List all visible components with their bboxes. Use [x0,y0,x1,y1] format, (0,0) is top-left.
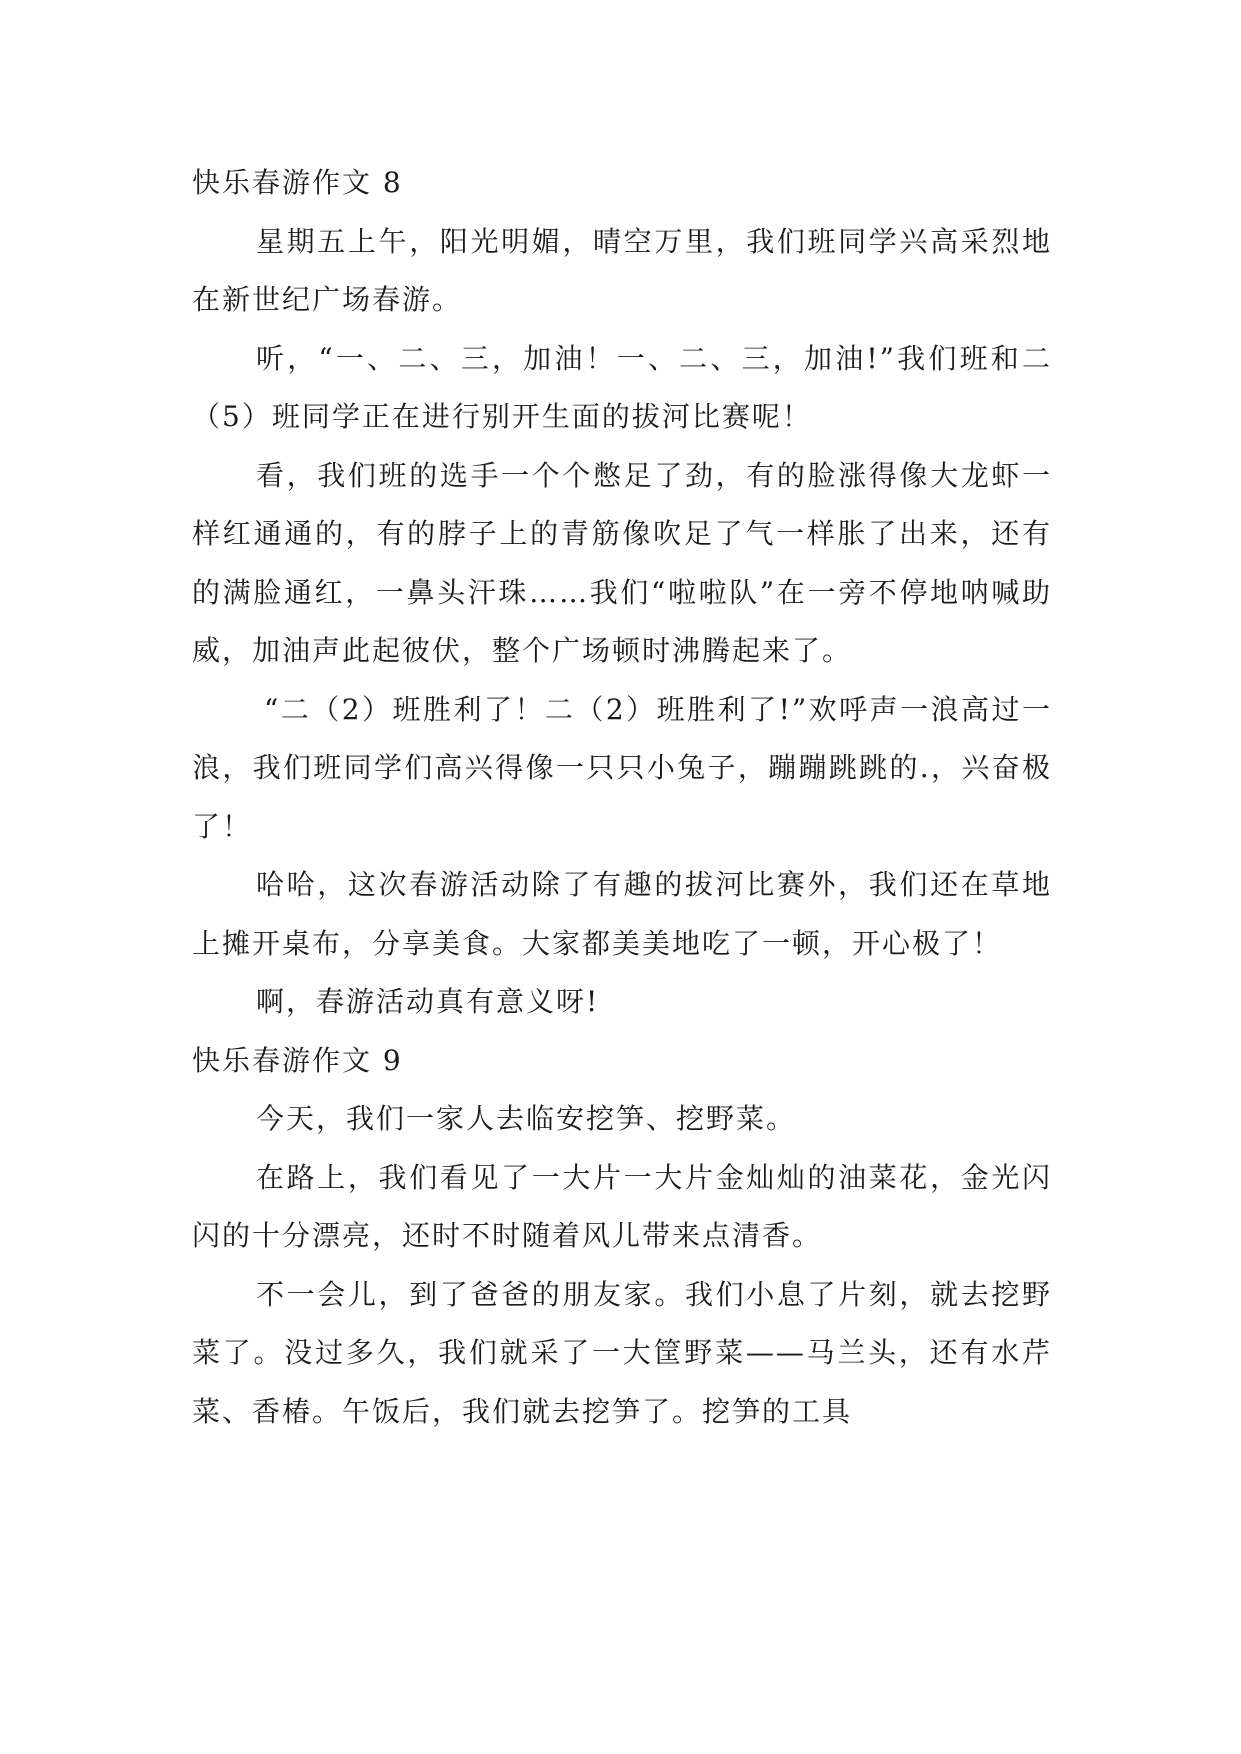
paragraph: 在路上，我们看见了一大片一大片金灿灿的油菜花，金光闪闪的十分漂亮，还时不时随着风儿带来点清香。 [192,1160,1052,1252]
paragraph: 听，“一、二、三，加油！一、二、三，加油!”我们班和二（5）班同学正在进行别开生面的拔河比赛呢！ [192,341,1052,433]
document-body [192,154,1052,1441]
paragraph: 看，我们班的选手一个个憋足了劲，有的脸涨得像大龙虾一样红通通的，有的脖子上的青筋像吹足了气一样胀了出来，还有的满脸通红，一鼻头汗珠……我们“啦啦队”在一旁不停地呐喊助威，加油声此起彼伏，整个广场顿时沸腾起来了。 [192,458,1052,667]
paragraph: 星期五上午，阳光明媚，晴空万里，我们班同学兴高采烈地在新世纪广场春游。 [192,224,1052,316]
section-title: 快乐春游作文 9 [192,1043,403,1077]
paragraph: 啊，春游活动真有意义呀! [256,985,600,1018]
paragraph: 不一会儿，到了爸爸的朋友家。我们小息了片刻，就去挖野菜了。没过多久，我们就采了一大筐野菜——马兰头，还有水芹菜、香椿。午饭后，我们就去挖笋了。挖笋的工具 [192,1277,1052,1428]
paragraph: 今天，我们一家人去临安挖笋、挖野菜。 [256,1102,797,1135]
paragraph: “二（2）班胜利了！二（2）班胜利了!”欢呼声一浪高过一浪，我们班同学们高兴得像一只只小兔子，蹦蹦跳跳的.，兴奋极了！ [192,692,1052,843]
section-title: 快乐春游作文 8 [192,166,403,199]
paragraph: 哈哈，这次春游活动除了有趣的拔河比赛外，我们还在草地上摊开桌布，分享美食。大家都美美地吃了一顿，开心极了！ [192,868,1052,960]
